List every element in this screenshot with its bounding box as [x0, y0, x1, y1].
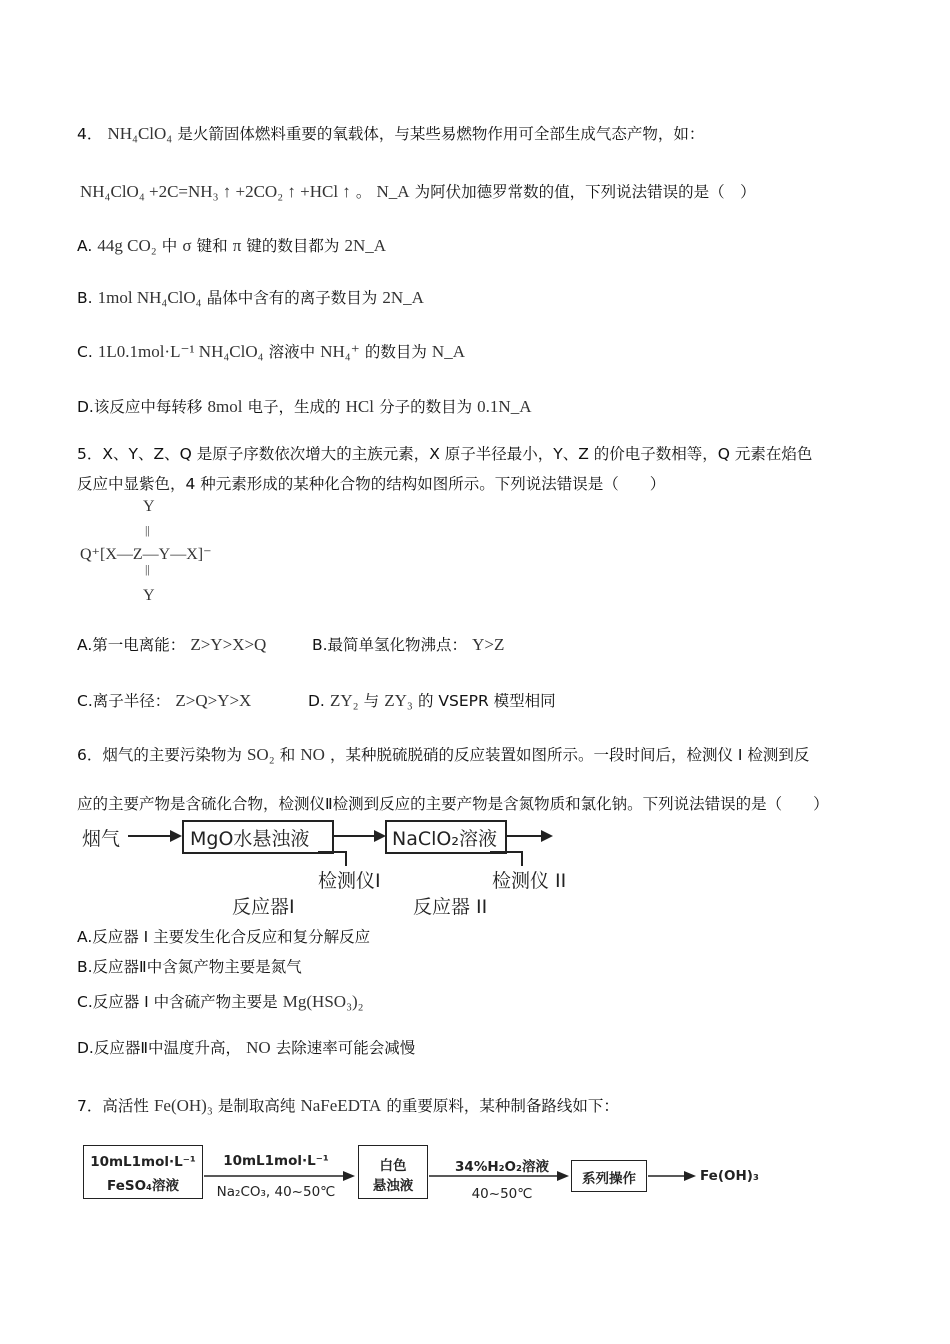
flow-arrow2-top: 34%H₂O₂溶液 — [455, 1159, 549, 1175]
formula: 2N_A — [382, 288, 424, 307]
option-label: A.第一电离能： — [77, 636, 186, 654]
text: 6．烟气的主要污染物为 — [77, 746, 242, 764]
reactor-1-content: MgO水悬浊液 — [190, 828, 310, 850]
structure-top-atom: Y — [143, 498, 155, 515]
text: 7．高活性 — [77, 1097, 149, 1115]
q4-na: N_A — [376, 182, 410, 201]
option-label: C. — [77, 343, 93, 361]
text: 键的数目都为 — [246, 237, 340, 255]
formula: SO₂ — [246, 745, 275, 764]
text: 中 — [161, 237, 178, 255]
flow-box-feso4-line1: 10mL1mol·L⁻¹ — [90, 1154, 196, 1170]
detector-2-label: 检测仪 II — [492, 870, 567, 892]
flow-product: Fe(OH)₃ — [700, 1168, 759, 1184]
q4-period: 。 — [355, 183, 372, 201]
formula: ZY₃ — [384, 691, 413, 710]
q4-stem: 为阿伏加德罗常数的值，下列说法错误的是（ ） — [414, 183, 756, 201]
option-label: B.最简单氢化物沸点： — [312, 636, 468, 654]
q4-formula: NH₄ClO₄ — [107, 124, 173, 143]
flow-arrow2-bottom: 40~50℃ — [471, 1186, 533, 1202]
q4-number: 4． — [77, 125, 103, 143]
flow-box-suspension-line1: 白色 — [379, 1158, 407, 1174]
formula: Mg(HSO₃)₂ — [282, 992, 364, 1011]
structure-main-chain: Q⁺[X—Z—Y—X]⁻ — [80, 546, 212, 563]
text: ，某种脱硫脱硝的反应装置如图所示。一段时间后，检测仪 I 检测到反 — [330, 746, 810, 764]
flow-arrow1-top: 10mL1mol·L⁻¹ — [223, 1153, 329, 1169]
flowchart-arrows — [0, 1140, 950, 1210]
q6-option-a: A.反应器 I 主要发生化合反应和复分解反应 — [77, 928, 371, 946]
option-label: B. — [77, 289, 93, 307]
formula: NO — [300, 745, 325, 764]
text: 电子，生成的 — [247, 398, 341, 416]
arrow-head — [541, 830, 553, 842]
flue-gas-label: 烟气 — [82, 828, 121, 850]
text: 的数目为 — [364, 343, 427, 361]
q4-intro: 是火箭固体燃料重要的氧载体，与某些易燃物作用可全部生成气态产物，如： — [177, 125, 705, 143]
formula: Y>Z — [472, 635, 505, 654]
pi-symbol: π — [232, 236, 242, 255]
text: 分子的数目为 — [379, 398, 473, 416]
structure-double-bond-top: || — [145, 523, 150, 537]
option-label: D. — [308, 692, 325, 710]
text: 与 — [363, 692, 380, 710]
option-label: A. — [77, 237, 93, 255]
formula: NO — [246, 1038, 271, 1057]
arrow-head — [684, 1171, 696, 1181]
q6-option-d — [77, 1036, 415, 1058]
reactor-2-box — [385, 820, 507, 854]
structure-bottom-atom: Y — [143, 587, 155, 604]
formula: Z>Q>Y>X — [175, 691, 252, 710]
detector-connector — [318, 852, 346, 866]
flow-box-suspension-line2: 悬浊液 — [372, 1178, 414, 1194]
detector-1-label: 检测仪I — [318, 870, 381, 892]
text: 是制取高纯 — [217, 1097, 296, 1115]
text: 的重要原料，某种制备路线如下： — [386, 1097, 619, 1115]
text: 溶液中 — [268, 343, 316, 361]
formula: 2N_A — [344, 236, 387, 255]
option-label: D.该反应中每转移 — [77, 398, 203, 416]
formula: N_A — [431, 342, 465, 361]
reactor-1-box — [182, 820, 334, 854]
formula: HCl — [345, 397, 374, 416]
arrow-head — [343, 1171, 355, 1181]
formula: Fe(OH)₃ — [153, 1096, 213, 1115]
option-label: D.反应器Ⅱ中温度升高， — [77, 1039, 241, 1057]
formula: NH₄⁺ — [320, 342, 360, 361]
q4-equation: NH₄ClO₄ +2C=NH₃ ↑ +2CO₂ ↑ +HCl ↑ — [80, 182, 351, 201]
sigma-symbol: σ — [182, 236, 192, 255]
option-label: C.反应器 I 中含硫产物主要是 — [77, 993, 278, 1011]
flow-box-feso4-line2: FeSO₄溶液 — [107, 1178, 179, 1194]
q5-stem-line2: 反应中显紫色，4 种元素形成的某种化合物的结构如图所示。下列说法错误是（ ） — [77, 475, 666, 493]
structure-double-bond-bottom: || — [145, 562, 150, 576]
formula: 8mol — [207, 397, 243, 416]
text: 去除速率可能会减慢 — [275, 1039, 416, 1057]
q6-stem-line2: 应的主要产物是含硫化合物，检测仪Ⅱ检测到反应的主要产物是含氮物质和氯化钠。下列说法错误的是（ ） — [77, 795, 829, 813]
formula: NaFeEDTA — [300, 1096, 382, 1115]
formula: 1mol NH₄ClO₄ — [97, 288, 202, 307]
formula: ZY₂ — [329, 691, 359, 710]
formula: Z>Y>X>Q — [190, 635, 267, 654]
formula: 1L0.1mol·L⁻¹ NH₄ClO₄ — [97, 342, 264, 361]
arrow-head — [557, 1171, 569, 1181]
q7-stem — [77, 1094, 619, 1116]
reactor-2-content: NaClO₂溶液 — [392, 828, 497, 850]
text: 晶体中含有的离子数目为 — [206, 289, 378, 307]
reactor-1-label: 反应器I — [232, 896, 295, 918]
text: 的 VSEPR 模型相同 — [417, 692, 556, 710]
flow-arrow1-bottom: Na₂CO₃, 40~50℃ — [216, 1184, 336, 1200]
option-label: C.离子半径： — [77, 692, 171, 710]
formula: 0.1N_A — [477, 397, 532, 416]
q5-stem-line1: 5．X、Y、Z、Q 是原子序数依次增大的主族元素，X 原子半径最小，Y、Z 的价电子数相等，Q 元素在焰色 — [77, 445, 813, 463]
flow-box-operations-label: 系列操作 — [582, 1171, 636, 1187]
formula: 44g CO₂ — [97, 236, 157, 255]
q6-option-b: B.反应器Ⅱ中含氮产物主要是氮气 — [77, 958, 302, 976]
text: 和 — [279, 746, 296, 764]
q6-option-c — [77, 990, 364, 1012]
detector-connector — [490, 852, 522, 866]
arrow-head — [170, 830, 182, 842]
text: 键和 — [196, 237, 228, 255]
reactor-2-label: 反应器 II — [413, 896, 488, 918]
